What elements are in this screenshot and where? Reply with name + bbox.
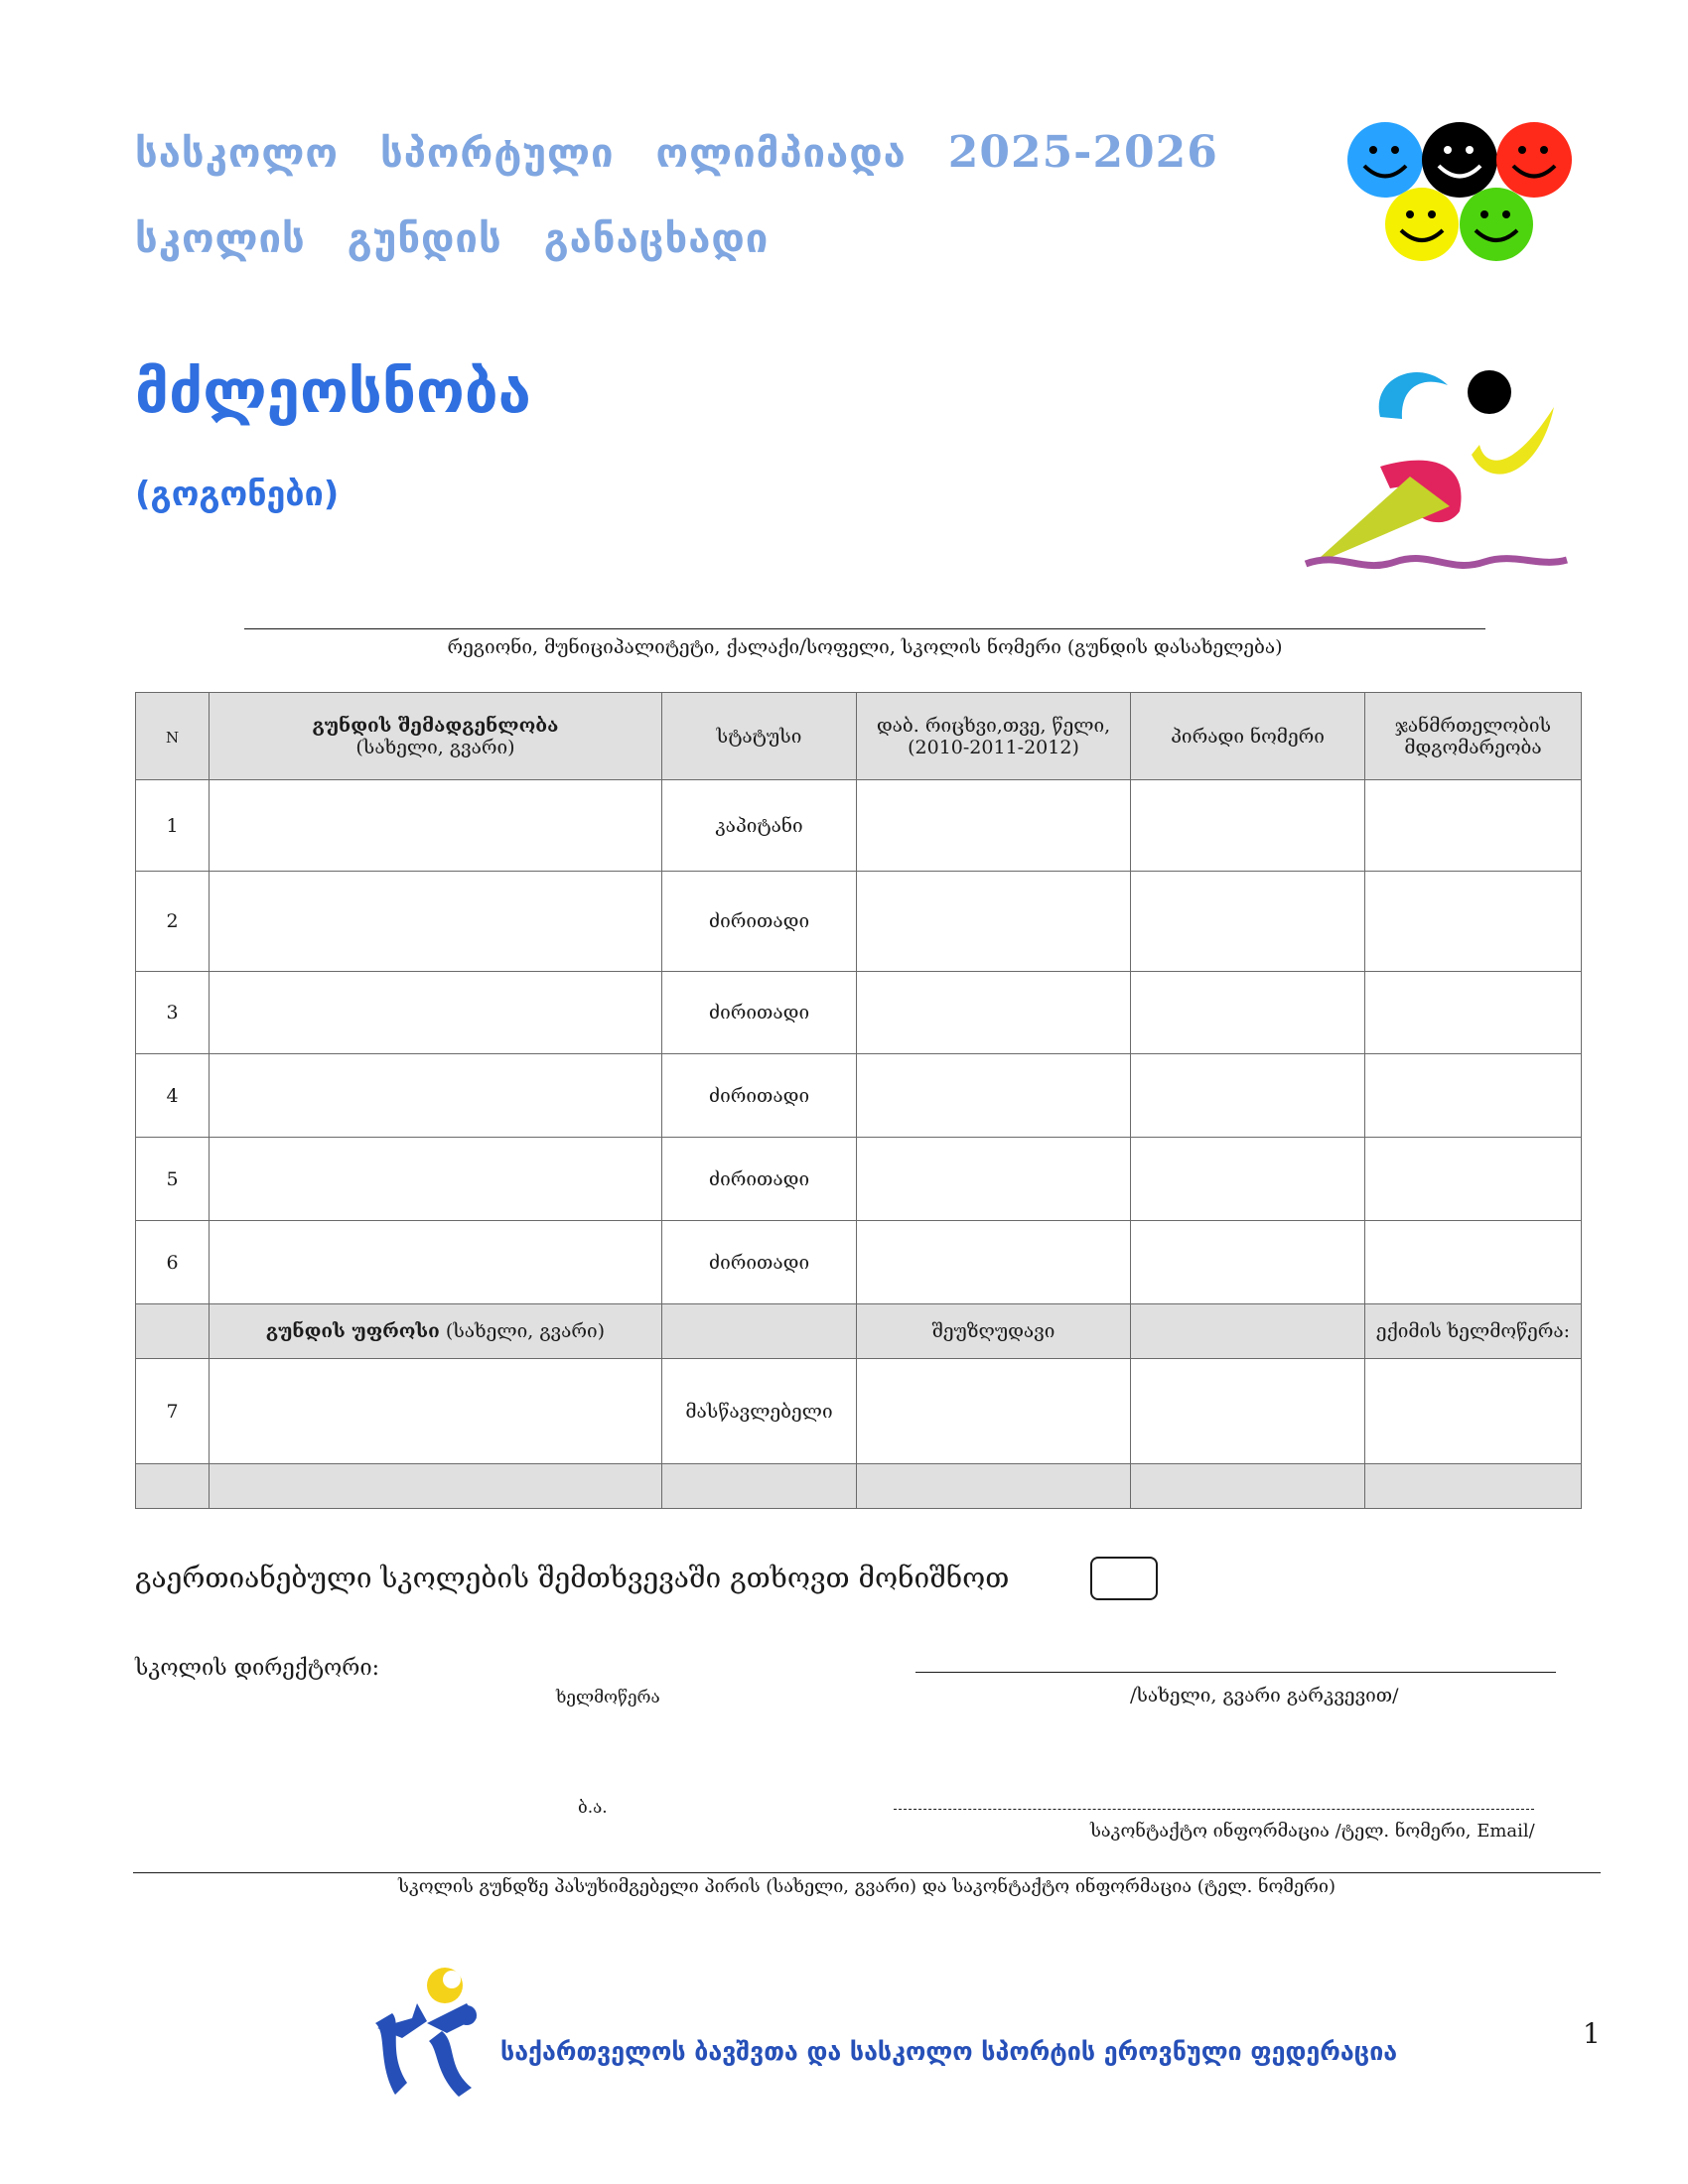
table-header-row xyxy=(136,693,1582,780)
federation-logo-icon xyxy=(357,1964,506,2101)
dob-cell[interactable] xyxy=(857,1359,1131,1464)
director-label: სკოლის დირექტორი: xyxy=(135,1656,380,1681)
personal-number-cell[interactable] xyxy=(1131,1359,1365,1464)
dob-cell[interactable] xyxy=(857,780,1131,872)
subtitle-word: სკოლის xyxy=(135,216,306,262)
name-cell[interactable] xyxy=(210,1054,662,1138)
name-clarification-label: /სახელი, გვარი გარკვევით/ xyxy=(1130,1685,1399,1706)
personal-number-cell[interactable] xyxy=(1131,1138,1365,1221)
smiley-icon xyxy=(1460,188,1533,261)
subtitle-word: გუნდის xyxy=(347,216,502,262)
name-cell[interactable] xyxy=(210,972,662,1054)
col-header-health xyxy=(1365,693,1582,780)
title-word: სპორტული xyxy=(379,131,615,177)
united-schools-label: გაერთიანებული სკოლების შემთხვევაში გთხოვთ მონიშნოთ xyxy=(135,1562,1010,1594)
smiley-icon xyxy=(1422,122,1497,198)
col-header-n xyxy=(136,693,210,780)
header-dob-label: დაბ. რიცხვი,თვე, წელი, xyxy=(876,714,1111,737)
year-label: 2025-2026 xyxy=(947,127,1218,178)
blank-cell xyxy=(210,1464,662,1509)
leader-sub: (სახელი, გვარი) xyxy=(445,1320,606,1342)
col-header-status: სტატუსი xyxy=(662,693,857,780)
sport-title: მძლეოსნობა xyxy=(135,357,531,427)
table-row xyxy=(136,972,1582,1054)
blank-cell xyxy=(136,1304,210,1359)
table-row xyxy=(136,872,1582,972)
table-footer-row xyxy=(136,1464,1582,1509)
smiley-icon xyxy=(1347,122,1423,198)
header-health-sub: მდგომარეობა xyxy=(1404,736,1542,758)
name-cell[interactable] xyxy=(210,872,662,972)
contact-label: საკონტაქტო ინფორმაცია /ტელ. ნომერი, Email/ xyxy=(1090,1821,1535,1842)
name-cell[interactable] xyxy=(210,780,662,872)
responsible-line[interactable] xyxy=(133,1872,1601,1873)
dob-cell[interactable] xyxy=(857,972,1131,1054)
category-label: (გოგონები) xyxy=(135,475,340,514)
contact-line[interactable] xyxy=(894,1809,1534,1810)
responsible-label: სკოლის გუნდზე პასუხიმგებელი პირის (სახელი, გვარი) და საკონტაქტო ინფორმაცია (ტელ. ნომერი) xyxy=(398,1876,1336,1897)
leader-label-cell xyxy=(210,1304,662,1359)
smiley-rings-logo xyxy=(1340,117,1579,266)
col-header-dob xyxy=(857,693,1131,780)
application-subtitle xyxy=(135,216,810,262)
row-number: 2 xyxy=(136,872,210,972)
health-cell[interactable] xyxy=(1365,1054,1582,1138)
col-header-composition xyxy=(210,693,662,780)
col-header-personal-number: პირადი ნომერი xyxy=(1131,693,1365,780)
header-dob-sub: (2010-2011-2012) xyxy=(908,736,1079,758)
region-line xyxy=(244,628,1485,629)
personal-number-cell[interactable] xyxy=(1131,1221,1365,1304)
dob-cell[interactable] xyxy=(857,1054,1131,1138)
blank-cell xyxy=(1365,1464,1582,1509)
health-cell[interactable] xyxy=(1365,872,1582,972)
doctor-signature-cell[interactable] xyxy=(1365,1359,1582,1464)
personal-number-cell[interactable] xyxy=(1131,1054,1365,1138)
personal-number-cell[interactable] xyxy=(1131,780,1365,872)
seal-label: ბ.ა. xyxy=(578,1798,608,1818)
federation-name: საქართველოს ბავშვთა და სასკოლო სპორტის ეროვნული ფედერაცია xyxy=(500,2037,1398,2066)
status-cell: მასწავლებელი xyxy=(662,1359,857,1464)
header-composition-sub: (სახელი, გვარი) xyxy=(355,736,515,758)
name-cell[interactable] xyxy=(210,1221,662,1304)
doctor-sign-cell: ექიმის ხელმოწერა: xyxy=(1365,1304,1582,1359)
personal-number-cell[interactable] xyxy=(1131,872,1365,972)
status-cell: ძირითადი xyxy=(662,1138,857,1221)
unlimited-cell: შეუზღუდავი xyxy=(857,1304,1131,1359)
status-cell: ძირითადი xyxy=(662,872,857,972)
blank-cell xyxy=(136,1464,210,1509)
header-n-label: N xyxy=(165,728,180,747)
smiley-icon xyxy=(1496,122,1572,198)
subtitle-word: განაცხადი xyxy=(543,216,770,262)
status-cell: ძირითადი xyxy=(662,972,857,1054)
signature-label: ხელმოწერა xyxy=(556,1688,660,1707)
title-word: ოლიმპიადა xyxy=(655,131,907,177)
region-caption: რეგიონი, მუნიციპალიტეტი, ქალაქი/სოფელი, სკოლის ნომერი (გუნდის დასახელება) xyxy=(447,636,1283,658)
table-row xyxy=(136,780,1582,872)
leader-header-row xyxy=(136,1304,1582,1359)
smiley-icon xyxy=(1385,188,1459,261)
health-cell[interactable] xyxy=(1365,780,1582,872)
table-row xyxy=(136,1054,1582,1138)
row-number: 5 xyxy=(136,1138,210,1221)
table-row xyxy=(136,1221,1582,1304)
health-cell[interactable] xyxy=(1365,972,1582,1054)
status-cell: ძირითადი xyxy=(662,1054,857,1138)
blank-cell xyxy=(1131,1304,1365,1359)
blank-cell xyxy=(857,1464,1131,1509)
dob-cell[interactable] xyxy=(857,1221,1131,1304)
director-name-line[interactable] xyxy=(915,1672,1556,1673)
table-row xyxy=(136,1138,1582,1221)
title-word: სასკოლო xyxy=(135,131,339,177)
blank-cell xyxy=(1131,1464,1365,1509)
united-schools-checkbox[interactable] xyxy=(1090,1557,1158,1600)
row-number: 1 xyxy=(136,780,210,872)
runner-icon xyxy=(1301,357,1579,586)
name-cell[interactable] xyxy=(210,1359,662,1464)
roster-table xyxy=(135,692,1582,1509)
health-cell[interactable] xyxy=(1365,1221,1582,1304)
row-number: 6 xyxy=(136,1221,210,1304)
name-cell[interactable] xyxy=(210,1138,662,1221)
dob-cell[interactable] xyxy=(857,872,1131,972)
status-cell: კაპიტანი xyxy=(662,780,857,872)
row-number: 7 xyxy=(136,1359,210,1464)
header-composition-label: გუნდის შემადგენლობა xyxy=(312,714,559,737)
row-number: 4 xyxy=(136,1054,210,1138)
olympiad-title xyxy=(135,127,1218,178)
personal-number-cell[interactable] xyxy=(1131,972,1365,1054)
teacher-row xyxy=(136,1359,1582,1464)
leader-label: გუნდის უფროსი xyxy=(265,1320,440,1342)
dob-cell[interactable] xyxy=(857,1138,1131,1221)
row-number: 3 xyxy=(136,972,210,1054)
blank-cell xyxy=(662,1304,857,1359)
health-cell[interactable] xyxy=(1365,1138,1582,1221)
status-cell: ძირითადი xyxy=(662,1221,857,1304)
page-number: 1 xyxy=(1583,2017,1601,2050)
blank-cell xyxy=(662,1464,857,1509)
header-health-label: ჯანმრთელობის xyxy=(1394,714,1552,737)
